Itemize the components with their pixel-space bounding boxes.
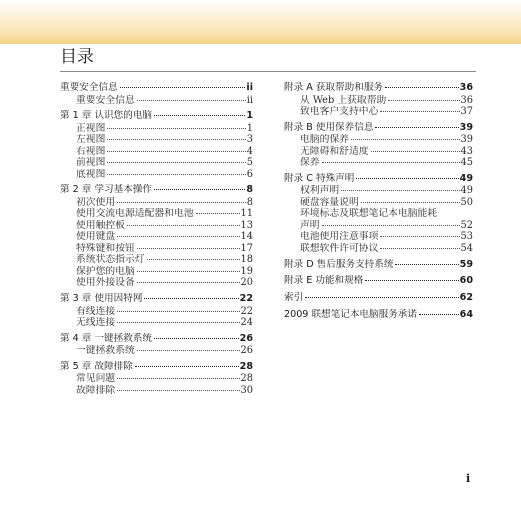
- toc-right-chapter-entry[interactable]: [284, 173, 473, 186]
- toc-left-subentry-leader: [147, 259, 240, 260]
- page-number: i: [466, 472, 471, 485]
- toc-left-subentry-label: 无线连接: [76, 317, 116, 329]
- title-divider: [60, 71, 476, 72]
- toc-left-subentry[interactable]: [60, 345, 253, 357]
- toc-left-subentry[interactable]: [60, 317, 253, 329]
- toc-left-subentry-leader: [137, 271, 240, 272]
- toc-right-chapter-entry-label: 索引: [284, 291, 304, 303]
- toc-left-subentry-page: 26: [240, 345, 253, 357]
- toc-right-subentry[interactable]: [284, 243, 473, 255]
- toc-left-subentry-page: 11: [240, 208, 253, 220]
- toc-left-subentry-label: 正视图: [76, 122, 106, 134]
- toc-left-chapter-entry[interactable]: [60, 293, 253, 306]
- toc-right-subentry-label: 联想软件许可协议: [300, 242, 379, 254]
- toc-left-section-5: [60, 361, 253, 397]
- toc-left-chapter-entry-page: 1: [246, 110, 253, 122]
- toc-right-subentry-page: 45: [460, 157, 473, 169]
- toc-right-subentry-leader: [380, 236, 459, 237]
- toc-left-column: [60, 82, 253, 401]
- toc-left-subentry-label: 使用触控板: [76, 219, 125, 231]
- toc-left-subentry-page: 19: [240, 265, 253, 277]
- toc-right-chapter-entry[interactable]: [284, 122, 473, 135]
- toc-left-chapter-entry-label: 重要安全信息: [60, 82, 118, 93]
- toc-right-subentry-leader: [341, 190, 459, 191]
- page-title: 目录: [60, 47, 94, 67]
- toc-left-subentry-label: 初次使用: [76, 196, 116, 208]
- toc-right-chapter-entry-leader: [305, 297, 458, 298]
- toc-left-subentry-page: 1: [246, 122, 253, 134]
- toc-right-subentry[interactable]: [284, 197, 473, 209]
- toc-left-subentry-label: 底视图: [76, 168, 106, 180]
- toc-left-subentry-page: 17: [240, 242, 253, 254]
- toc-left-subentry-leader: [137, 248, 240, 249]
- toc-right-chapter-entry-leader: [419, 314, 459, 315]
- toc-left-subentry-leader: [117, 311, 239, 312]
- toc-left-chapter-entry-label: 第 1 章 认识您的电脑: [60, 110, 153, 122]
- toc-left-subentry-leader: [196, 213, 240, 214]
- toc-right-subentry[interactable]: [284, 106, 473, 118]
- toc-left-subentry-leader: [107, 139, 245, 140]
- toc-left-subentry-leader: [107, 128, 245, 129]
- toc-right-subentry-label: 从 Web 上获取帮助: [300, 94, 387, 106]
- toc-left-subentry[interactable]: [60, 197, 253, 209]
- toc-right-chapter-entry-page: 60: [459, 275, 473, 287]
- toc-right-column: [284, 82, 473, 325]
- toc-left-section-1: [60, 110, 253, 180]
- toc-left-subentry[interactable]: [60, 277, 253, 289]
- toc-right-chapter-entry[interactable]: [284, 275, 473, 288]
- toc-left-subentry[interactable]: [60, 146, 253, 158]
- toc-left-subentry-label: 系统状态指示灯: [76, 254, 145, 266]
- toc-left-subentry[interactable]: [60, 157, 253, 169]
- toc-right-subentry-leader: [322, 225, 460, 226]
- toc-left-chapter-entry-page: 26: [239, 332, 253, 344]
- toc-left-chapter-entry[interactable]: [60, 361, 253, 374]
- toc-right-subentry-page: 39: [460, 134, 473, 146]
- toc-left-subentry-leader: [107, 174, 245, 175]
- toc-left-subentry-label: 重要安全信息: [76, 94, 135, 106]
- toc-right-chapter-entry-label: 2009 联想笔记本电脑服务承诺: [284, 308, 417, 320]
- toc-right-section-4: [284, 275, 473, 288]
- toc-left-chapter-entry[interactable]: [60, 110, 253, 123]
- toc-right-chapter-entry-label: 附录 E 功能和规格: [284, 275, 364, 287]
- toc-left-subentry[interactable]: [60, 373, 253, 385]
- toc-right-chapter-entry-leader: [356, 178, 458, 179]
- toc-left-chapter-entry-page: 28: [239, 360, 253, 372]
- toc-left-subentry-page: 5: [246, 157, 253, 169]
- toc-left-subentry-label: 左视图: [76, 134, 106, 146]
- toc-left-section-2: [60, 184, 253, 289]
- toc-left-subentry[interactable]: [60, 306, 253, 318]
- toc-right-chapter-entry[interactable]: [284, 259, 473, 272]
- toc-left-subentry-label: 特殊键和按钮: [76, 242, 135, 254]
- toc-left-subentry-page: 6: [246, 168, 253, 180]
- toc-right-section-0: [284, 82, 473, 118]
- toc-left-subentry-label: 有线连接: [76, 305, 116, 317]
- toc-left-chapter-entry-leader: [144, 298, 238, 299]
- toc-left-chapter-entry[interactable]: [60, 82, 253, 95]
- toc-right-chapter-entry-label: 附录 A 获取帮助和服务: [284, 82, 384, 93]
- toc-left-chapter-entry-leader: [135, 366, 239, 367]
- toc-left-section-4: [60, 333, 253, 357]
- toc-right-subentry-page: 49: [460, 185, 473, 197]
- toc-left-subentry-label: 保护您的电脑: [76, 265, 135, 277]
- toc-right-subentry[interactable]: [284, 95, 473, 107]
- toc-right-subentry-leader: [361, 202, 460, 203]
- toc-right-chapter-entry-page: 39: [459, 121, 473, 133]
- toc-right-chapter-entry-leader: [365, 280, 458, 281]
- toc-left-subentry-label: 故障排除: [76, 384, 116, 396]
- toc-right-chapter-entry[interactable]: [284, 82, 473, 95]
- toc-right-subentry[interactable]: [284, 134, 473, 146]
- toc-right-subentry-label: 电脑的保养: [300, 134, 349, 146]
- toc-left-chapter-entry-page: 8: [246, 184, 253, 196]
- toc-left-section-0: [60, 82, 253, 106]
- toc-left-chapter-entry-page: 22: [239, 293, 253, 305]
- toc-left-subentry[interactable]: [60, 266, 253, 278]
- toc-left-subentry[interactable]: [60, 123, 253, 135]
- toc-left-subentry-label: 使用外接设备: [76, 277, 135, 289]
- toc-right-subentry-page: 54: [460, 242, 473, 254]
- toc-right-chapter-entry[interactable]: [284, 309, 473, 322]
- toc-left-subentry-page: ii: [246, 94, 253, 106]
- toc-right-subentry-label: 电池使用注意事项: [300, 231, 379, 243]
- toc-right-subentry-page: 43: [460, 145, 473, 157]
- toc-right-subentry-leader: [380, 248, 459, 249]
- toc-right-subentry-label: 无障碍和舒适度: [300, 145, 369, 157]
- toc-left-subentry-label: 常见问题: [76, 373, 116, 385]
- toc-right-chapter-entry-page: 59: [459, 258, 473, 270]
- toc-left-subentry-page: 30: [240, 384, 253, 396]
- toc-left-chapter-entry-leader: [120, 87, 246, 88]
- toc-left-chapter-entry-label: 第 2 章 学习基本操作: [60, 184, 153, 196]
- toc-right-section-5: [284, 292, 473, 305]
- toc-right-subentry-leader: [351, 139, 460, 140]
- toc-left-subentry-leader: [117, 378, 239, 379]
- toc-left-subentry[interactable]: [60, 385, 253, 397]
- toc-right-subentry-leader: [388, 100, 459, 101]
- toc-left-subentry[interactable]: [60, 231, 253, 243]
- toc-left-chapter-entry-label: 第 4 章 一键拯救系统: [60, 332, 153, 344]
- toc-left-subentry-page: 20: [240, 277, 253, 289]
- toc-left-chapter-entry-label: 第 5 章 故障排除: [60, 360, 133, 372]
- toc-right-chapter-entry[interactable]: [284, 292, 473, 305]
- toc-left-subentry-page: 22: [240, 305, 253, 317]
- toc-right-chapter-entry-page: 64: [459, 308, 473, 320]
- toc-right-subentry-leader: [322, 162, 460, 163]
- toc-left-chapter-entry[interactable]: [60, 333, 253, 346]
- toc-left-chapter-entry-leader: [154, 189, 245, 190]
- toc-right-chapter-entry-leader: [395, 264, 458, 265]
- toc-left-chapter-entry-leader: [154, 338, 239, 339]
- toc-left-subentry-page: 3: [246, 134, 253, 146]
- toc-right-chapter-entry-page: 62: [459, 291, 473, 303]
- toc-right-subentry-label: 保养: [300, 157, 320, 169]
- toc-right-chapter-entry-label: 附录 C 特殊声明: [284, 172, 355, 184]
- toc-left-subentry[interactable]: [60, 220, 253, 232]
- toc-left-chapter-entry-label: 第 3 章 使用因特网: [60, 293, 143, 305]
- toc-left-subentry-leader: [107, 151, 245, 152]
- header-banner: [0, 0, 521, 44]
- toc-left-subentry-page: 18: [240, 254, 253, 266]
- toc-left-subentry-leader: [137, 100, 246, 101]
- toc-left-subentry-leader: [117, 202, 246, 203]
- toc-left-subentry-label: 使用交流电源适配器和电池: [76, 208, 194, 220]
- toc-right-chapter-entry-leader: [385, 87, 459, 88]
- toc-left-subentry-leader: [137, 282, 240, 283]
- toc-right-section-3: [284, 259, 473, 272]
- toc-right-subentry-label: 声明: [300, 219, 320, 231]
- toc-right-subentry[interactable]: [284, 146, 473, 158]
- toc-left-subentry-page: 8: [246, 196, 253, 208]
- toc-left-subentry-leader: [117, 236, 239, 237]
- toc-right-chapter-entry-page: 49: [459, 172, 473, 184]
- toc-left-chapter-entry[interactable]: [60, 184, 253, 197]
- toc-right-subentry-label: 硬盘容量说明: [300, 196, 359, 208]
- toc-left-subentry-leader: [117, 322, 239, 323]
- toc-right-subentry-wrapped-line[interactable]: 环境标志及联想笔记本电脑能耗: [300, 208, 438, 220]
- toc-right-subentry[interactable]: [284, 185, 473, 197]
- toc-left-subentry-label: 右视图: [76, 145, 106, 157]
- toc-right-subentry[interactable]: [284, 220, 473, 232]
- toc-right-chapter-entry-leader: [375, 127, 458, 128]
- toc-left-chapter-entry-page: ii: [246, 82, 253, 93]
- toc-left-section-3: [60, 293, 253, 329]
- toc-right-subentry-leader: [371, 151, 460, 152]
- toc-right-subentry-leader: [380, 111, 459, 112]
- toc-right-chapter-entry-label: 附录 B 使用保养信息: [284, 121, 374, 133]
- toc-left-subentry-page: 28: [240, 373, 253, 385]
- toc-left-subentry[interactable]: [60, 134, 253, 146]
- toc-right-subentry-page: 53: [460, 231, 473, 243]
- toc-left-chapter-entry-leader: [154, 115, 245, 116]
- toc-right-section-6: [284, 309, 473, 322]
- toc-right-subentry-label: 致电客户支持中心: [300, 106, 379, 117]
- toc-left-subentry-leader: [127, 225, 240, 226]
- toc-right-subentry-page: 52: [460, 219, 473, 231]
- toc-left-subentry-label: 前视图: [76, 157, 106, 169]
- toc-left-subentry-leader: [107, 162, 245, 163]
- toc-left-subentry-label: 一键拯救系统: [76, 345, 135, 357]
- toc-left-subentry-page: 14: [240, 231, 253, 243]
- toc-right-section-2: [284, 173, 473, 255]
- toc-right-chapter-entry-page: 36: [459, 82, 473, 93]
- toc-left-subentry-page: 24: [240, 317, 253, 329]
- toc-left-subentry-label: 使用键盘: [76, 231, 116, 243]
- toc-left-subentry[interactable]: [60, 208, 253, 220]
- toc-left-subentry[interactable]: [60, 169, 253, 181]
- toc-left-subentry-page: 4: [246, 145, 253, 157]
- toc-left-subentry-page: 13: [240, 219, 253, 231]
- toc-right-subentry-page: 50: [460, 196, 473, 208]
- toc-right-subentry[interactable]: [284, 157, 473, 169]
- toc-left-subentry[interactable]: [60, 254, 253, 266]
- toc-right-chapter-entry-label: 附录 D 售后服务支持系统: [284, 258, 394, 270]
- toc-left-subentry-leader: [137, 350, 240, 351]
- toc-right-subentry-page: 37: [460, 106, 473, 117]
- toc-right-subentry[interactable]: [284, 231, 473, 243]
- toc-right-subentry-label: 权利声明: [300, 185, 340, 197]
- toc-right-section-1: [284, 122, 473, 169]
- toc-right-subentry-page: 36: [460, 94, 473, 106]
- toc-left-subentry-leader: [117, 390, 239, 391]
- toc-left-subentry[interactable]: [60, 95, 253, 107]
- toc-left-subentry[interactable]: [60, 243, 253, 255]
